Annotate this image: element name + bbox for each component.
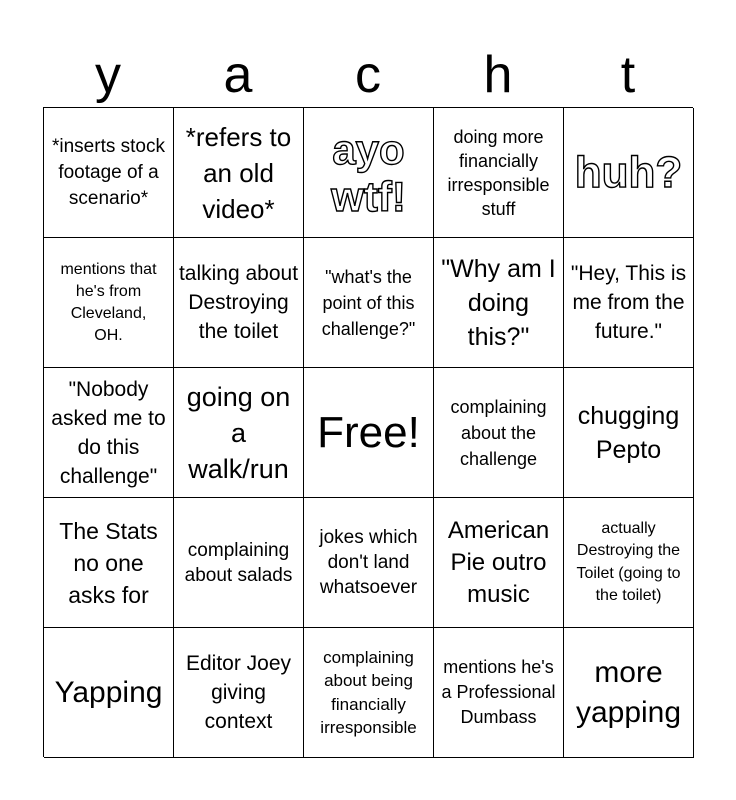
bingo-cell[interactable] — [564, 108, 694, 238]
bingo-cell[interactable] — [174, 238, 304, 368]
bingo-cell-text: Editor Joey giving context — [185, 652, 292, 733]
bingo-cell-text: Yapping — [54, 675, 163, 709]
bingo-cell[interactable] — [44, 238, 174, 368]
bingo-cell[interactable] — [174, 628, 304, 758]
bingo-cell[interactable] — [434, 108, 564, 238]
bingo-cell-text: "Hey, This is me from the future." — [570, 262, 687, 343]
bingo-cell[interactable] — [44, 498, 174, 628]
bingo-cell-text: "Nobody asked me to do this challenge" — [51, 377, 166, 488]
bingo-cell[interactable] — [304, 628, 434, 758]
bingo-cell[interactable] — [434, 238, 564, 368]
bingo-cell[interactable] — [304, 238, 434, 368]
bingo-cell-text: complaining about the challenge — [450, 396, 547, 469]
bingo-header — [43, 44, 693, 106]
free-space-cell[interactable] — [304, 368, 434, 498]
bingo-cell-text: more yapping — [575, 655, 682, 729]
free-space-text: Free! — [317, 407, 420, 457]
bingo-cell-text: huh? — [574, 147, 683, 197]
bingo-cell[interactable] — [434, 628, 564, 758]
bingo-cell-text: "what's the point of this challenge?" — [321, 266, 416, 339]
bingo-cell[interactable] — [44, 368, 174, 498]
bingo-cell[interactable] — [564, 498, 694, 628]
bingo-cell[interactable] — [174, 108, 304, 238]
bingo-cell[interactable] — [564, 238, 694, 368]
bingo-cell-text: going on a walk/run — [186, 381, 291, 484]
header-letter: c — [355, 46, 381, 104]
bingo-cell[interactable] — [174, 498, 304, 628]
bingo-cell-text: The Stats no one asks for — [59, 517, 158, 608]
bingo-cell-text: talking about Destroying the toilet — [178, 262, 299, 343]
bingo-cell[interactable] — [44, 108, 174, 238]
bingo-cell-text: American Pie outro music — [447, 516, 550, 608]
header-letter: a — [223, 46, 253, 104]
bingo-cell[interactable] — [304, 108, 434, 238]
bingo-cell[interactable] — [304, 498, 434, 628]
bingo-cell-text: chugging Pepto — [577, 401, 680, 464]
header-letter: t — [620, 46, 636, 104]
bingo-cell-text: complaining about being financially irresponsible — [320, 647, 417, 737]
bingo-cell-text: doing more financially irresponsible stuff — [447, 126, 550, 219]
bingo-cell[interactable] — [434, 498, 564, 628]
bingo-cell[interactable] — [44, 628, 174, 758]
bingo-cell[interactable] — [564, 368, 694, 498]
bingo-cell-text: *refers to an old video* — [185, 121, 292, 224]
bingo-cell[interactable] — [434, 368, 564, 498]
bingo-cell-text: mentions he's a Professional Dumbass — [441, 657, 556, 727]
bingo-cell-text: complaining about salads — [184, 539, 293, 586]
header-letter: h — [483, 46, 513, 104]
bingo-cell-text: jokes which don't land whatsoever — [319, 527, 418, 598]
bingo-cell-text: ayo wtf! — [331, 125, 406, 220]
bingo-cell-text: actually Destroying the Toilet (going to the toilet) — [576, 519, 681, 604]
bingo-cell[interactable] — [174, 368, 304, 498]
bingo-card-grid — [43, 107, 693, 757]
bingo-cell-text: "Why am I doing this?" — [441, 254, 556, 351]
bingo-cell-text: mentions that he's from Cleveland, OH. — [60, 260, 157, 344]
header-letter: y — [95, 46, 121, 104]
bingo-cell-text: *inserts stock footage of a scenario* — [52, 135, 165, 209]
bingo-cell[interactable] — [564, 628, 694, 758]
